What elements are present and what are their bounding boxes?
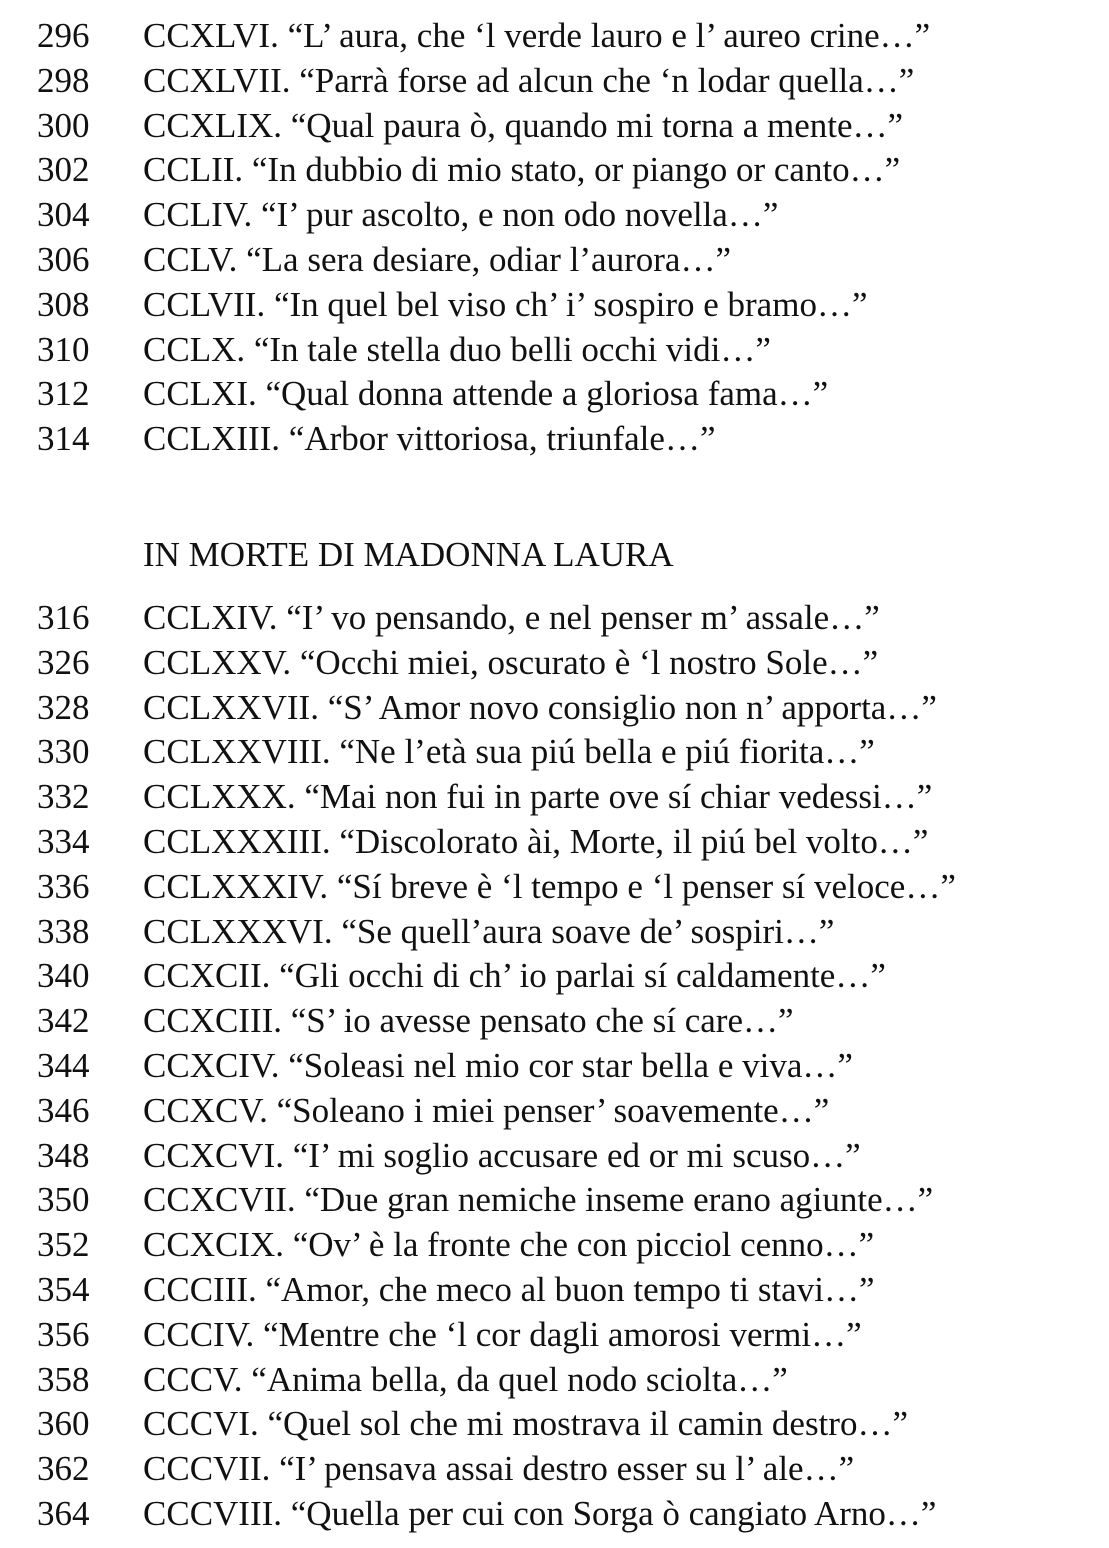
- toc-poem-title: CCLII. “In dubbio di mio stato, or piango or canto…”: [143, 150, 901, 190]
- toc-page-number: 354: [37, 1269, 90, 1309]
- toc-poem-title: CCXCII. “Gli occhi di ch’ io parlai sí caldamente…”: [143, 956, 886, 996]
- toc-poem-title: CCCVI. “Quel sol che mi mostrava il camin destro…”: [143, 1404, 908, 1444]
- toc-poem-title: CCXCV. “Soleano i miei penser’ soavemente…”: [143, 1090, 830, 1130]
- toc-poem-title: CCXCIX. “Ov’ è la fronte che con picciol cenno…”: [143, 1225, 875, 1265]
- toc-page-number: 358: [37, 1359, 90, 1399]
- toc-page-number: 314: [37, 419, 90, 459]
- toc-row: [0, 1134, 1109, 1179]
- toc-poem-title: CCXCIII. “S’ io avesse pensato che sí care…”: [143, 1001, 794, 1041]
- toc-row: [0, 1402, 1109, 1447]
- toc-row: [0, 1178, 1109, 1223]
- toc-page-number: 330: [37, 732, 90, 772]
- toc-row: [0, 104, 1109, 149]
- toc-poem-title: CCLXXV. “Occhi miei, oscurato è ‘l nostro Sole…”: [143, 642, 879, 682]
- toc-row: [0, 1089, 1109, 1134]
- toc-page-number: 302: [37, 150, 90, 190]
- toc-row: [0, 1044, 1109, 1089]
- toc-page-number: 326: [37, 642, 90, 682]
- toc-poem-title: CCLXXXIV. “Sí breve è ‘l tempo e ‘l penser sí veloce…”: [143, 866, 956, 906]
- toc-page-number: 310: [37, 329, 90, 369]
- toc-page-number: 334: [37, 821, 90, 861]
- toc-row: [0, 1313, 1109, 1358]
- toc-row: [0, 193, 1109, 238]
- toc-page-number: 360: [37, 1404, 90, 1444]
- toc-page-number: 336: [37, 866, 90, 906]
- toc-page-number: 298: [37, 60, 90, 100]
- toc-row: [0, 14, 1109, 59]
- toc-list-in-morte: [0, 596, 1109, 1537]
- toc-page-number: 328: [37, 687, 90, 727]
- toc-poem-title: CCLX. “In tale stella duo belli occhi vidi…”: [143, 329, 771, 369]
- toc-poem-title: CCLXXVIII. “Ne l’età sua piú bella e piú fiorita…”: [143, 732, 875, 772]
- toc-poem-title: CCXLVII. “Parrà forse ad alcun che ‘n lodar quella…”: [143, 60, 915, 100]
- toc-row: [0, 910, 1109, 955]
- toc-page-number: 352: [37, 1225, 90, 1265]
- toc-poem-title: CCLXXXIII. “Discolorato ài, Morte, il piú bel volto…”: [143, 821, 929, 861]
- toc-poem-title: CCLVII. “In quel bel viso ch’ i’ sospiro e bramo…”: [143, 284, 868, 324]
- toc-page-number: 306: [37, 239, 90, 279]
- toc-row: [0, 820, 1109, 865]
- toc-page-number: 304: [37, 195, 90, 235]
- toc-page-number: 350: [37, 1180, 90, 1220]
- toc-page-number: 346: [37, 1090, 90, 1130]
- toc-page-number: 296: [37, 16, 90, 55]
- toc-page-number: 344: [37, 1045, 90, 1085]
- toc-row: [0, 283, 1109, 328]
- toc-page-number: 342: [37, 1001, 90, 1041]
- toc-poem-title: CCCVIII. “Quella per cui con Sorga ò cangiato Arno…”: [143, 1493, 937, 1533]
- toc-poem-title: CCLIV. “I’ pur ascolto, e non odo novella…”: [143, 195, 779, 235]
- toc-row: [0, 686, 1109, 731]
- toc-poem-title: CCLXIII. “Arbor vittoriosa, triunfale…”: [143, 419, 716, 459]
- toc-poem-title: CCLXXXVI. “Se quell’aura soave de’ sospiri…”: [143, 911, 835, 951]
- toc-row: [0, 954, 1109, 999]
- toc-row: [0, 596, 1109, 641]
- toc-poem-title: CCCIII. “Amor, che meco al buon tempo ti stavi…”: [143, 1269, 875, 1309]
- toc-row: [0, 730, 1109, 775]
- toc-poem-title: CCCIV. “Mentre che ‘l cor dagli amorosi vermi…”: [143, 1314, 862, 1354]
- toc-page-number: 338: [37, 911, 90, 951]
- toc-poem-title: CCXLVI. “L’ aura, che ‘l verde lauro e l’ aureo crine…”: [143, 16, 931, 55]
- toc-page-number: 308: [37, 284, 90, 324]
- toc-poem-title: CCLV. “La sera desiare, odiar l’aurora…”: [143, 239, 731, 279]
- toc-poem-title: CCLXXX. “Mai non fui in parte ove sí chiar vedessi…”: [143, 777, 933, 817]
- toc-page-number: 300: [37, 105, 90, 145]
- toc-row: [0, 999, 1109, 1044]
- toc-page-number: 312: [37, 374, 90, 414]
- toc-row: [0, 372, 1109, 417]
- toc-row: [0, 238, 1109, 283]
- toc-page-number: 316: [37, 598, 90, 637]
- toc-row: [0, 59, 1109, 104]
- toc-poem-title: CCXCVII. “Due gran nemiche inseme erano agiunte…”: [143, 1180, 934, 1220]
- toc-poem-title: CCCVII. “I’ pensava assai destro esser su l’ ale…”: [143, 1449, 855, 1489]
- toc-poem-title: CCLXXVII. “S’ Amor novo consiglio non n’ apporta…”: [143, 687, 937, 727]
- toc-row: [0, 1268, 1109, 1313]
- toc-row: [0, 1492, 1109, 1537]
- toc-row: [0, 417, 1109, 462]
- toc-row: [0, 1447, 1109, 1492]
- toc-poem-title: CCLXI. “Qual donna attende a gloriosa fama…”: [143, 374, 829, 414]
- toc-poem-title: CCXLIX. “Qual paura ò, quando mi torna a mente…”: [143, 105, 904, 145]
- section-heading: IN MORTE DI MADONNA LAURA: [143, 535, 674, 574]
- toc-poem-title: CCXCIV. “Soleasi nel mio cor star bella e viva…”: [143, 1045, 853, 1085]
- toc-page-number: 340: [37, 956, 90, 996]
- toc-page-number: 364: [37, 1493, 90, 1533]
- toc-row: [0, 1223, 1109, 1268]
- toc-row: [0, 775, 1109, 820]
- toc-list-in-vita: [0, 14, 1109, 462]
- toc-row: [0, 1358, 1109, 1403]
- toc-poem-title: CCXCVI. “I’ mi soglio accusare ed or mi scuso…”: [143, 1135, 861, 1175]
- toc-page-number: 332: [37, 777, 90, 817]
- toc-page-number: 362: [37, 1449, 90, 1489]
- toc-row: [0, 148, 1109, 193]
- toc-row: [0, 641, 1109, 686]
- toc-poem-title: CCLXIV. “I’ vo pensando, e nel penser m’ assale…”: [143, 598, 880, 637]
- toc-row: [0, 328, 1109, 373]
- toc-poem-title: CCCV. “Anima bella, da quel nodo sciolta…”: [143, 1359, 788, 1399]
- toc-row: [0, 865, 1109, 910]
- toc-page-number: 348: [37, 1135, 90, 1175]
- toc-page-number: 356: [37, 1314, 90, 1354]
